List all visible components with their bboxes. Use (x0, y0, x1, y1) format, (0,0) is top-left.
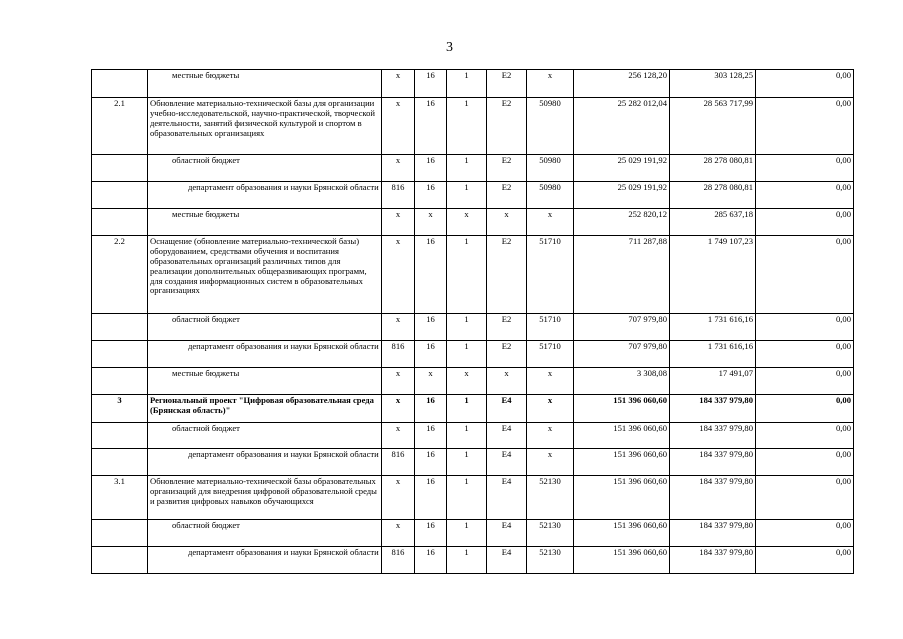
amount-2021: 711 287,88 (574, 236, 670, 314)
row-number (92, 155, 148, 182)
row-number (92, 209, 148, 236)
code-project: Е2 (487, 314, 527, 341)
code-subprogram: 1 (447, 547, 487, 574)
row-number (92, 368, 148, 395)
code-subprogram: 1 (447, 476, 487, 520)
code-direction: 51710 (527, 314, 574, 341)
row-name: Региональный проект "Цифровая образовательная среда (Брянская область)" (148, 395, 382, 423)
amount-2022: 28 563 717,99 (670, 98, 756, 155)
amount-2021: 151 396 060,60 (574, 476, 670, 520)
code-subprogram: 1 (447, 395, 487, 423)
table-row (92, 449, 854, 476)
amount-2023: 0,00 (756, 98, 854, 155)
code-project: х (487, 368, 527, 395)
code-project: Е4 (487, 449, 527, 476)
table-row (92, 395, 854, 423)
row-name: местные бюджеты (148, 209, 382, 236)
code-subprogram: 1 (447, 341, 487, 368)
code-direction: х (527, 70, 574, 98)
row-number (92, 314, 148, 341)
table-row (92, 236, 854, 314)
code-subprogram: 1 (447, 155, 487, 182)
amount-2022: 184 337 979,80 (670, 476, 756, 520)
amount-2022: 28 278 080,81 (670, 155, 756, 182)
code-program: 16 (415, 547, 447, 574)
code-subprogram: 1 (447, 70, 487, 98)
amount-2021: 151 396 060,60 (574, 449, 670, 476)
code-program: 16 (415, 341, 447, 368)
table-row (92, 547, 854, 574)
code-project: Е2 (487, 182, 527, 209)
code-admin: х (382, 236, 415, 314)
code-project: Е4 (487, 423, 527, 449)
amount-2022: 184 337 979,80 (670, 520, 756, 547)
row-name: Обновление материально-технической базы образовательных организаций для внедрения цифровой образовательной среды и развития цифровых навыков обучающихся (148, 476, 382, 520)
row-name: департамент образования и науки Брянской области (148, 341, 382, 368)
code-direction: х (527, 209, 574, 236)
code-subprogram: 1 (447, 449, 487, 476)
code-direction: 52130 (527, 547, 574, 574)
row-name: департамент образования и науки Брянской области (148, 449, 382, 476)
code-admin: 816 (382, 341, 415, 368)
code-project: Е4 (487, 395, 527, 423)
amount-2023: 0,00 (756, 547, 854, 574)
code-subprogram: 1 (447, 236, 487, 314)
row-number: 3 (92, 395, 148, 423)
code-direction: х (527, 423, 574, 449)
amount-2023: 0,00 (756, 236, 854, 314)
amount-2021: 252 820,12 (574, 209, 670, 236)
code-program: 16 (415, 476, 447, 520)
row-number (92, 70, 148, 98)
amount-2021: 707 979,80 (574, 314, 670, 341)
amount-2023: 0,00 (756, 368, 854, 395)
code-admin: х (382, 314, 415, 341)
amount-2022: 1 731 616,16 (670, 341, 756, 368)
amount-2023: 0,00 (756, 395, 854, 423)
amount-2021: 25 029 191,92 (574, 155, 670, 182)
code-admin: х (382, 368, 415, 395)
code-admin: 816 (382, 449, 415, 476)
amount-2022: 184 337 979,80 (670, 449, 756, 476)
amount-2021: 151 396 060,60 (574, 520, 670, 547)
code-subprogram: 1 (447, 314, 487, 341)
row-name: Обновление материально-технической базы для организации учебно-исследовательской, научно-практической, творческой деятельности, занятий физической культурой и спортом в образовательных организациях (148, 98, 382, 155)
code-project: Е4 (487, 520, 527, 547)
code-program: 16 (415, 314, 447, 341)
amount-2023: 0,00 (756, 155, 854, 182)
row-name: местные бюджеты (148, 368, 382, 395)
code-admin: 816 (382, 547, 415, 574)
code-admin: х (382, 209, 415, 236)
code-program: 16 (415, 70, 447, 98)
table-body (92, 70, 854, 574)
amount-2022: 1 731 616,16 (670, 314, 756, 341)
row-name: департамент образования и науки Брянской области (148, 547, 382, 574)
code-admin: х (382, 98, 415, 155)
table-row (92, 476, 854, 520)
code-program: 16 (415, 423, 447, 449)
row-name: областной бюджет (148, 423, 382, 449)
amount-2022: 285 637,18 (670, 209, 756, 236)
table-row (92, 368, 854, 395)
code-program: 16 (415, 182, 447, 209)
code-direction: х (527, 395, 574, 423)
code-program: 16 (415, 395, 447, 423)
code-project: Е2 (487, 70, 527, 98)
row-number (92, 423, 148, 449)
row-name: местные бюджеты (148, 70, 382, 98)
code-project: х (487, 209, 527, 236)
code-direction: 52130 (527, 520, 574, 547)
amount-2021: 707 979,80 (574, 341, 670, 368)
code-program: х (415, 368, 447, 395)
code-subprogram: 1 (447, 423, 487, 449)
table-row (92, 341, 854, 368)
table-row (92, 520, 854, 547)
amount-2021: 3 308,08 (574, 368, 670, 395)
code-project: Е2 (487, 341, 527, 368)
amount-2023: 0,00 (756, 314, 854, 341)
code-admin: х (382, 520, 415, 547)
code-project: Е2 (487, 98, 527, 155)
code-admin: х (382, 395, 415, 423)
code-program: 16 (415, 98, 447, 155)
row-name: областной бюджет (148, 520, 382, 547)
code-direction: х (527, 368, 574, 395)
row-name: департамент образования и науки Брянской области (148, 182, 382, 209)
row-number (92, 520, 148, 547)
row-number (92, 341, 148, 368)
amount-2023: 0,00 (756, 70, 854, 98)
amount-2023: 0,00 (756, 423, 854, 449)
code-admin: х (382, 70, 415, 98)
code-admin: х (382, 155, 415, 182)
code-subprogram: 1 (447, 182, 487, 209)
amount-2022: 303 128,25 (670, 70, 756, 98)
table-row (92, 155, 854, 182)
budget-table (91, 69, 854, 574)
amount-2023: 0,00 (756, 520, 854, 547)
amount-2023: 0,00 (756, 449, 854, 476)
amount-2023: 0,00 (756, 476, 854, 520)
amount-2021: 151 396 060,60 (574, 547, 670, 574)
amount-2023: 0,00 (756, 182, 854, 209)
code-direction: 52130 (527, 476, 574, 520)
code-program: 16 (415, 449, 447, 476)
row-number (92, 547, 148, 574)
amount-2022: 17 491,07 (670, 368, 756, 395)
amount-2023: 0,00 (756, 209, 854, 236)
page-number: 3 (446, 40, 453, 55)
row-number: 2.1 (92, 98, 148, 155)
row-number (92, 449, 148, 476)
amount-2021: 25 029 191,92 (574, 182, 670, 209)
amount-2023: 0,00 (756, 341, 854, 368)
code-subprogram: 1 (447, 520, 487, 547)
amount-2021: 151 396 060,60 (574, 395, 670, 423)
table-row (92, 209, 854, 236)
row-name: областной бюджет (148, 314, 382, 341)
code-direction: 51710 (527, 341, 574, 368)
amount-2021: 25 282 012,04 (574, 98, 670, 155)
code-project: Е2 (487, 236, 527, 314)
row-number: 3.1 (92, 476, 148, 520)
code-direction: 50980 (527, 98, 574, 155)
code-direction: х (527, 449, 574, 476)
code-project: Е4 (487, 547, 527, 574)
amount-2021: 256 128,20 (574, 70, 670, 98)
row-name: Оснащение (обновление материально-технической базы) оборудованием, средствами обучения и воспитания образовательных организаций различных типов для реализации дополнительных общеразвивающих программ, для создания информационных систем в образовательных организациях (148, 236, 382, 314)
table-row (92, 70, 854, 98)
code-subprogram: х (447, 209, 487, 236)
table-row (92, 423, 854, 449)
amount-2022: 184 337 979,80 (670, 395, 756, 423)
amount-2021: 151 396 060,60 (574, 423, 670, 449)
amount-2022: 1 749 107,23 (670, 236, 756, 314)
row-name: областной бюджет (148, 155, 382, 182)
amount-2022: 28 278 080,81 (670, 182, 756, 209)
code-admin: 816 (382, 182, 415, 209)
code-admin: х (382, 423, 415, 449)
table-row (92, 182, 854, 209)
code-program: 16 (415, 520, 447, 547)
row-number (92, 182, 148, 209)
code-program: х (415, 209, 447, 236)
code-direction: 51710 (527, 236, 574, 314)
code-project: Е2 (487, 155, 527, 182)
code-admin: х (382, 476, 415, 520)
code-program: 16 (415, 236, 447, 314)
code-program: 16 (415, 155, 447, 182)
code-direction: 50980 (527, 182, 574, 209)
amount-2022: 184 337 979,80 (670, 423, 756, 449)
code-subprogram: 1 (447, 98, 487, 155)
code-subprogram: х (447, 368, 487, 395)
code-direction: 50980 (527, 155, 574, 182)
table-row (92, 98, 854, 155)
amount-2022: 184 337 979,80 (670, 547, 756, 574)
row-number: 2.2 (92, 236, 148, 314)
code-project: Е4 (487, 476, 527, 520)
table-row (92, 314, 854, 341)
